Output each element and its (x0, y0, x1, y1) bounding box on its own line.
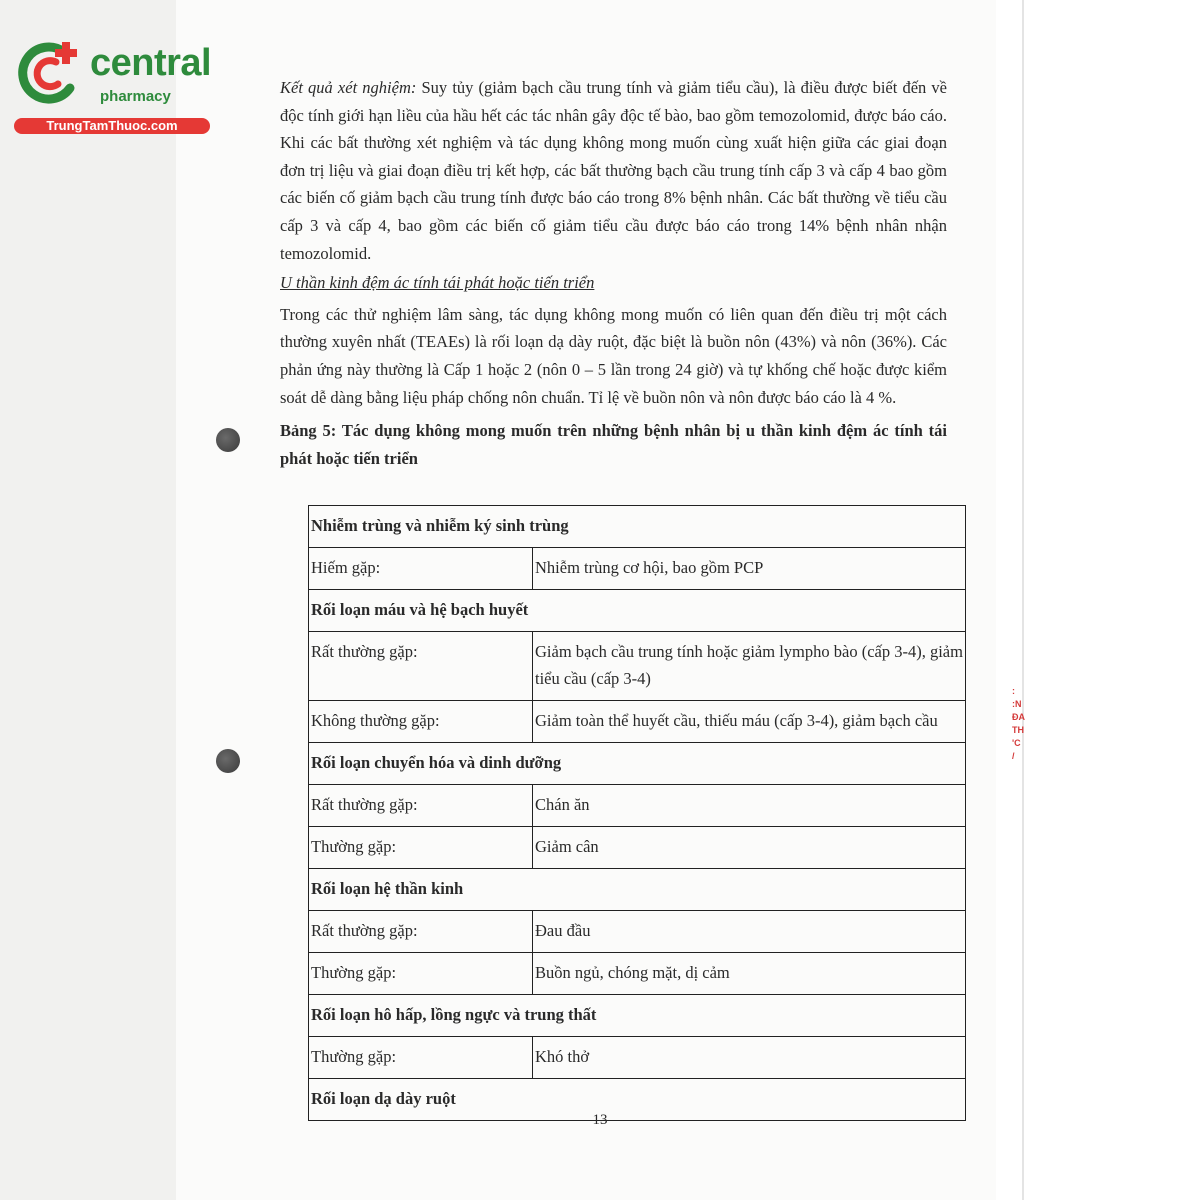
frequency-cell: Thường gặp: (309, 953, 533, 995)
frequency-cell: Rất thường gặp: (309, 911, 533, 953)
frequency-cell: Thường gặp: (309, 827, 533, 869)
frequency-cell: Thường gặp: (309, 1037, 533, 1079)
table-row (309, 827, 966, 869)
intro-text: Suy tủy (giảm bạch cầu trung tính và giảm tiểu cầu), là điều được biết đến về độc tính giới hạn liều của hầu hết các tác nhân gây độc tế bào, bao gồm temozolomid, được báo cáo. Khi các bất thường xét nghiệm và tác dụng không mong muốn cùng xuất hiện giữa các giai đoạn đơn trị liệu và giai đoạn điều trị kết hợp, các bất thường bạch cầu trung tính cấp 3 và cấp 4 bao gồm các biến cố giảm bạch cầu trung tính được báo cáo trong 8% bệnh nhân. Các bất thường về tiểu cầu cấp 3 và cấp 4, bao gồm các biến cố giảm tiểu cầu được báo cáo trong 14% bệnh nhân nhận temozolomid. (280, 78, 947, 263)
table-section-row (309, 869, 966, 911)
section-header-cell: Nhiễm trùng và nhiễm ký sinh trùng (309, 506, 966, 548)
effect-cell: Đau đầu (533, 911, 966, 953)
frequency-cell: Rất thường gặp: (309, 632, 533, 701)
effect-cell: Nhiễm trùng cơ hội, bao gồm PCP (533, 548, 966, 590)
effect-cell: Chán ăn (533, 785, 966, 827)
table-row (309, 548, 966, 590)
adverse-effects-table (308, 505, 966, 1121)
central-pharmacy-logo[interactable] (12, 38, 212, 138)
logo-name: central (90, 42, 212, 84)
document-body (280, 74, 947, 473)
logo-subtitle: pharmacy (100, 88, 171, 105)
effect-cell: Giảm cân (533, 827, 966, 869)
frequency-cell: Hiếm gặp: (309, 548, 533, 590)
logo-website[interactable]: TrungTamThuoc.com (14, 118, 210, 134)
table-section-row (309, 995, 966, 1037)
section-header-cell: Rối loạn hệ thần kinh (309, 869, 966, 911)
table-row (309, 785, 966, 827)
table-row (309, 953, 966, 995)
page-edge-line (1022, 0, 1024, 1200)
table-row (309, 1037, 966, 1079)
section-heading: U thần kinh đệm ác tính tái phát hoặc tiến triển (280, 273, 595, 293)
section-paragraph: Trong các thử nghiệm lâm sàng, tác dụng không mong muốn có liên quan đến điều trị một cách thường xuyên nhất (TEAEs) là rối loạn dạ dày ruột, đặc biệt là buồn nôn (43%) và nôn (36%). Các phản ứng này thường là Cấp 1 hoặc 2 (nôn 0 – 5 lần trong 24 giờ) và tự khống chế hoặc được kiểm soát dễ dàng bằng liệu pháp chống nôn chuẩn. Tỉ lệ về buồn nôn và nôn được báo cáo là 4 %. (280, 304, 947, 407)
table-section-row (309, 506, 966, 548)
punch-hole (216, 428, 240, 452)
frequency-cell: Không thường gặp: (309, 701, 533, 743)
effect-cell: Buồn ngủ, chóng mặt, dị cảm (533, 953, 966, 995)
intro-label: Kết quả xét nghiệm: (280, 78, 417, 97)
section-header-cell: Rối loạn máu và hệ bạch huyết (309, 590, 966, 632)
table-caption: Bảng 5: Tác dụng không mong muốn trên những bệnh nhân bị u thần kinh đệm ác tính tái phát hoặc tiến triển (280, 421, 947, 469)
effect-cell: Giảm bạch cầu trung tính hoặc giảm lympho bào (cấp 3-4), giảm tiểu cầu (cấp 3-4) (533, 632, 966, 701)
section-header-cell: Rối loạn hô hấp, lồng ngực và trung thất (309, 995, 966, 1037)
section-header-cell: Rối loạn chuyển hóa và dinh dưỡng (309, 743, 966, 785)
effect-cell: Giảm toàn thể huyết cầu, thiếu máu (cấp 3-4), giảm bạch cầu (533, 701, 966, 743)
effect-cell: Khó thở (533, 1037, 966, 1079)
table-row (309, 701, 966, 743)
table-section-row (309, 743, 966, 785)
page-number: 13 (592, 1112, 608, 1128)
section-header-cell: Rối loạn dạ dày ruột (309, 1079, 966, 1121)
frequency-cell: Rất thường gặp: (309, 785, 533, 827)
table-section-row (309, 590, 966, 632)
table-row (309, 911, 966, 953)
table-row (309, 632, 966, 701)
pharmacy-cross-icon (12, 38, 82, 108)
intro-paragraph (280, 74, 947, 267)
punch-hole (216, 749, 240, 773)
adjacent-page-margin (996, 0, 1200, 1200)
stamp-fragment: : :N ĐA TH 'C / (1012, 686, 1025, 761)
